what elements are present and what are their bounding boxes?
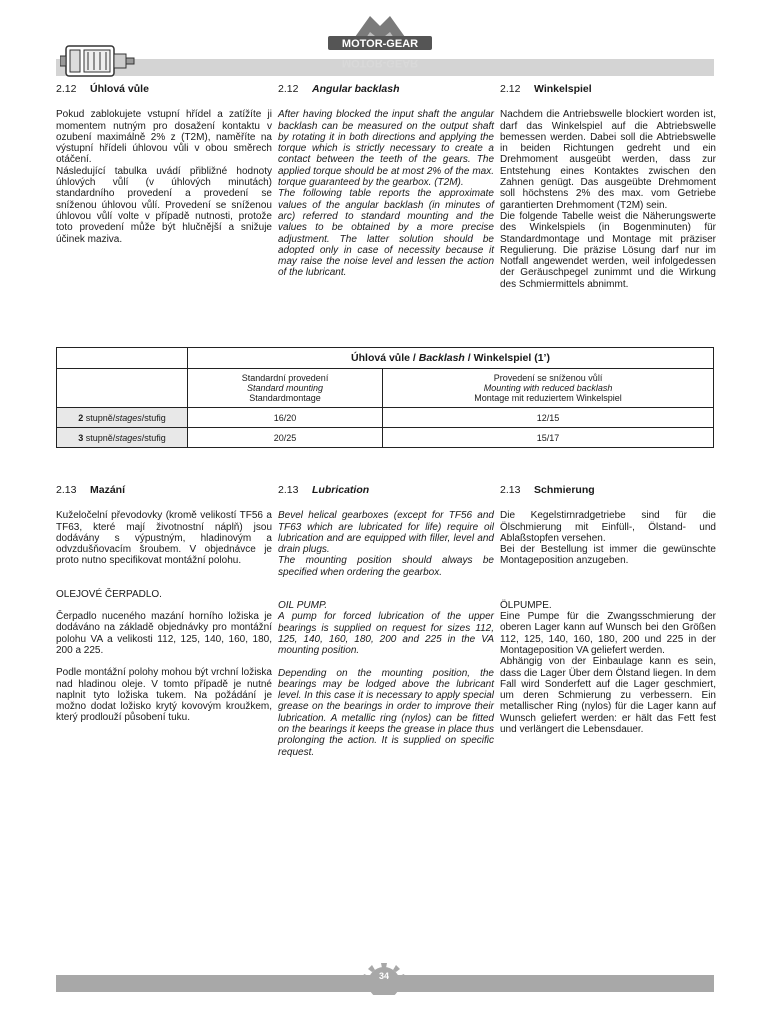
section-body: Die Kegelstirnradgetriebe sind für die Ölschmierung mit Einfüll-, Ölstand- und Ablaßstopfen versehen. Bei der Bestellung ist immer die gewünschte Montageposition anzugeben. xyxy=(500,510,716,567)
pump-body: Eine Pumpe für die Zwangsschmierung der oberen Lager kann auf Wunsch bei den Größen 112, 125, 140, 160, 180, 200 und 225 in der Montageposition VA geliefert werden. Abhängig von der Einbaulage kann es sein, dass die Lager Über dem Ölstand liegen. In dem Fall wird Sonderfett auf die Lager geschmiert, um deren Schmierung zu verbessern. Ein metallischer Ring (nylos) für die Lager kann auf Wunsch geliefert werden: er hält das Fett fest und verlängert die Lebensdauer. xyxy=(500,611,716,736)
cell-reduced: 15/17 xyxy=(383,428,714,448)
section-number: 2.12 xyxy=(56,83,77,95)
gearbox-icon xyxy=(60,40,136,80)
section-2-12-en xyxy=(278,84,494,279)
header-standard: Standardní provedení Standard mounting Standardmontage xyxy=(188,369,383,408)
section-title: Angular backlash xyxy=(312,83,400,95)
cell-standard: 16/20 xyxy=(188,408,383,428)
section-2-13-cz xyxy=(56,485,272,724)
row-label: 2 stupně/stages/stufig xyxy=(57,408,188,428)
section-body: After having blocked the input shaft the angular backlash can be measured on the output shaft by rotating it in both directions and applying the torque which is strictly necessary to create a contact between the teeth of the gears. The applied torque should be at most 2% of the max. torque guaranteed by the gearbox. (T2M). The following table reports the approximate values of the angular backlash (in minutes of arc) referred to standard mounting and the values to be obtained by a more precise adjustment. The latter solution should be adopted only in case of necessity because it may raise the noise level and lessen the action of the lubricant. xyxy=(278,109,494,279)
logo-text: MOTOR-GEAR xyxy=(341,38,419,50)
backlash-table xyxy=(56,347,714,448)
section-number: 2.13 xyxy=(278,484,299,496)
section-2-13-de xyxy=(500,485,716,735)
pump-title: ÖLPUMPE. xyxy=(500,599,552,611)
section-title: Lubrication xyxy=(312,484,370,496)
table-row xyxy=(57,408,714,428)
page-number: 34 xyxy=(378,971,389,981)
table-title: Úhlová vůle / Backlash / Winkelspiel (1’) xyxy=(188,348,714,369)
pump-body: A pump for forced lubrication of the upper bearings is supplied on request for sizes 112, 125, 140, 160, 180, 200 and 225 in the VA mounting position. xyxy=(278,611,494,657)
pump-body: Čerpadlo nuceného mazání horního ložiska je dodáváno na základě objednávky pro montážní polohu VA a velikosti 112, 125, 140, 160, 180, 200 a 225. xyxy=(56,611,272,656)
row-label: 3 stupně/stages/stufig xyxy=(57,428,188,448)
section-2-13-en xyxy=(278,485,494,758)
pump-body-2: Depending on the mounting position, the bearings may be lodged above the lubricant level. In this case it is necessary to apply special grease on the bearings in order to improve their lubrication. A metallic ring (nylos) can be fitted on the bearings it keeps the grease in place thus prolonging the action. It is supplied on specific request. xyxy=(278,667,494,758)
header-reduced: Provedení se sníženou vůlí Mounting with reduced backlash Montage mit reduziertem Winkelspiel xyxy=(383,369,714,408)
section-title: Schmierung xyxy=(534,484,595,496)
logo-reflection: MOTOR-GEAR xyxy=(341,57,419,69)
cell-standard: 20/25 xyxy=(188,428,383,448)
section-body: Nachdem die Antriebswelle blockiert worden ist, darf das Winkelspiel auf die Abtriebswelle bemessen werden. Dabei soll die Abtriebswelle in beiden Richtungen gedreht und ein Drehmoment ausgeübt werden, dass zur Entstehung eines Kontaktes zwischen den Zahnen genügt. Das ausgeübte Drehmoment soll höchstens 2% des max. vom Getriebe garantierten Drehmoment (T2M) sein. Die folgende Tabelle weist die Näherungswerte des Winkelspiels (in Bogenminuten) für Standardmontage und Montage mit präziser Regulierung. Die präzise Lösung darf nur im Notfall angewendet werden, weil infolgedessen der Geräuschpegel zunimmt und die Wirkung des Schmiermittels abnimmt. xyxy=(500,109,716,290)
cell-reduced: 12/15 xyxy=(383,408,714,428)
section-number: 2.13 xyxy=(56,484,77,496)
section-body: Kuželočelní převodovky (kromě velikostí TF56 a TF63, které mají životnostní náplň) jsou dodávány s výpustným, hladinovým a odvzdušňovacím šroubem. V objednávce je proto nutno specifikovat montážní polohu. xyxy=(56,510,272,567)
section-2-12-de xyxy=(500,84,716,290)
section-body: Bevel helical gearboxes (except for TF56 and TF63 which are lubricated for life) require oil lubrication and are equipped with filler, level and drain plugs. The mounting position should always be specified when ordering the gearbox. xyxy=(278,510,494,578)
section-number: 2.13 xyxy=(500,484,521,496)
section-body: Pokud zablokujete vstupní hřídel a zatížíte ji momentem nutným pro dosažení kontaktu v ozubení maximálně 2% z (T2M), naměříte na výstupní hřídeli úhlovou vůli v obou směrech otáčení. Následující tabulka uvádí přibližné hodnoty úhlových vůlí (v úhlových minutách) standardního provedení a provedení se sníženou úhlovou vůlí. Provedení se sníženou úhlovou vůlí volte v případě nutnosti, protože toto provedení může být hlučnější a snižuje účinek maziva. xyxy=(56,109,272,245)
motor-gear-logo xyxy=(320,10,440,78)
section-title: Úhlová vůle xyxy=(90,83,149,95)
section-title: Winkelspiel xyxy=(534,83,592,95)
section-number: 2.12 xyxy=(500,83,521,95)
pump-title: OIL PUMP. xyxy=(278,600,328,612)
pump-title: OLEJOVÉ ČERPADLO. xyxy=(56,588,162,600)
section-number: 2.12 xyxy=(278,83,299,95)
section-title: Mazání xyxy=(90,484,126,496)
section-2-12-cz xyxy=(56,84,272,245)
table-row xyxy=(57,428,714,448)
pump-body-2: Podle montážní polohy mohou být vrchní ložiska nad hladinou oleje. V tomto případě je nutné naplnit tyto ložiska tukem. Na požádání je možno dodat ložisko krytý kovovým kroužkem, který prodlouží působení tuku. xyxy=(56,667,272,724)
